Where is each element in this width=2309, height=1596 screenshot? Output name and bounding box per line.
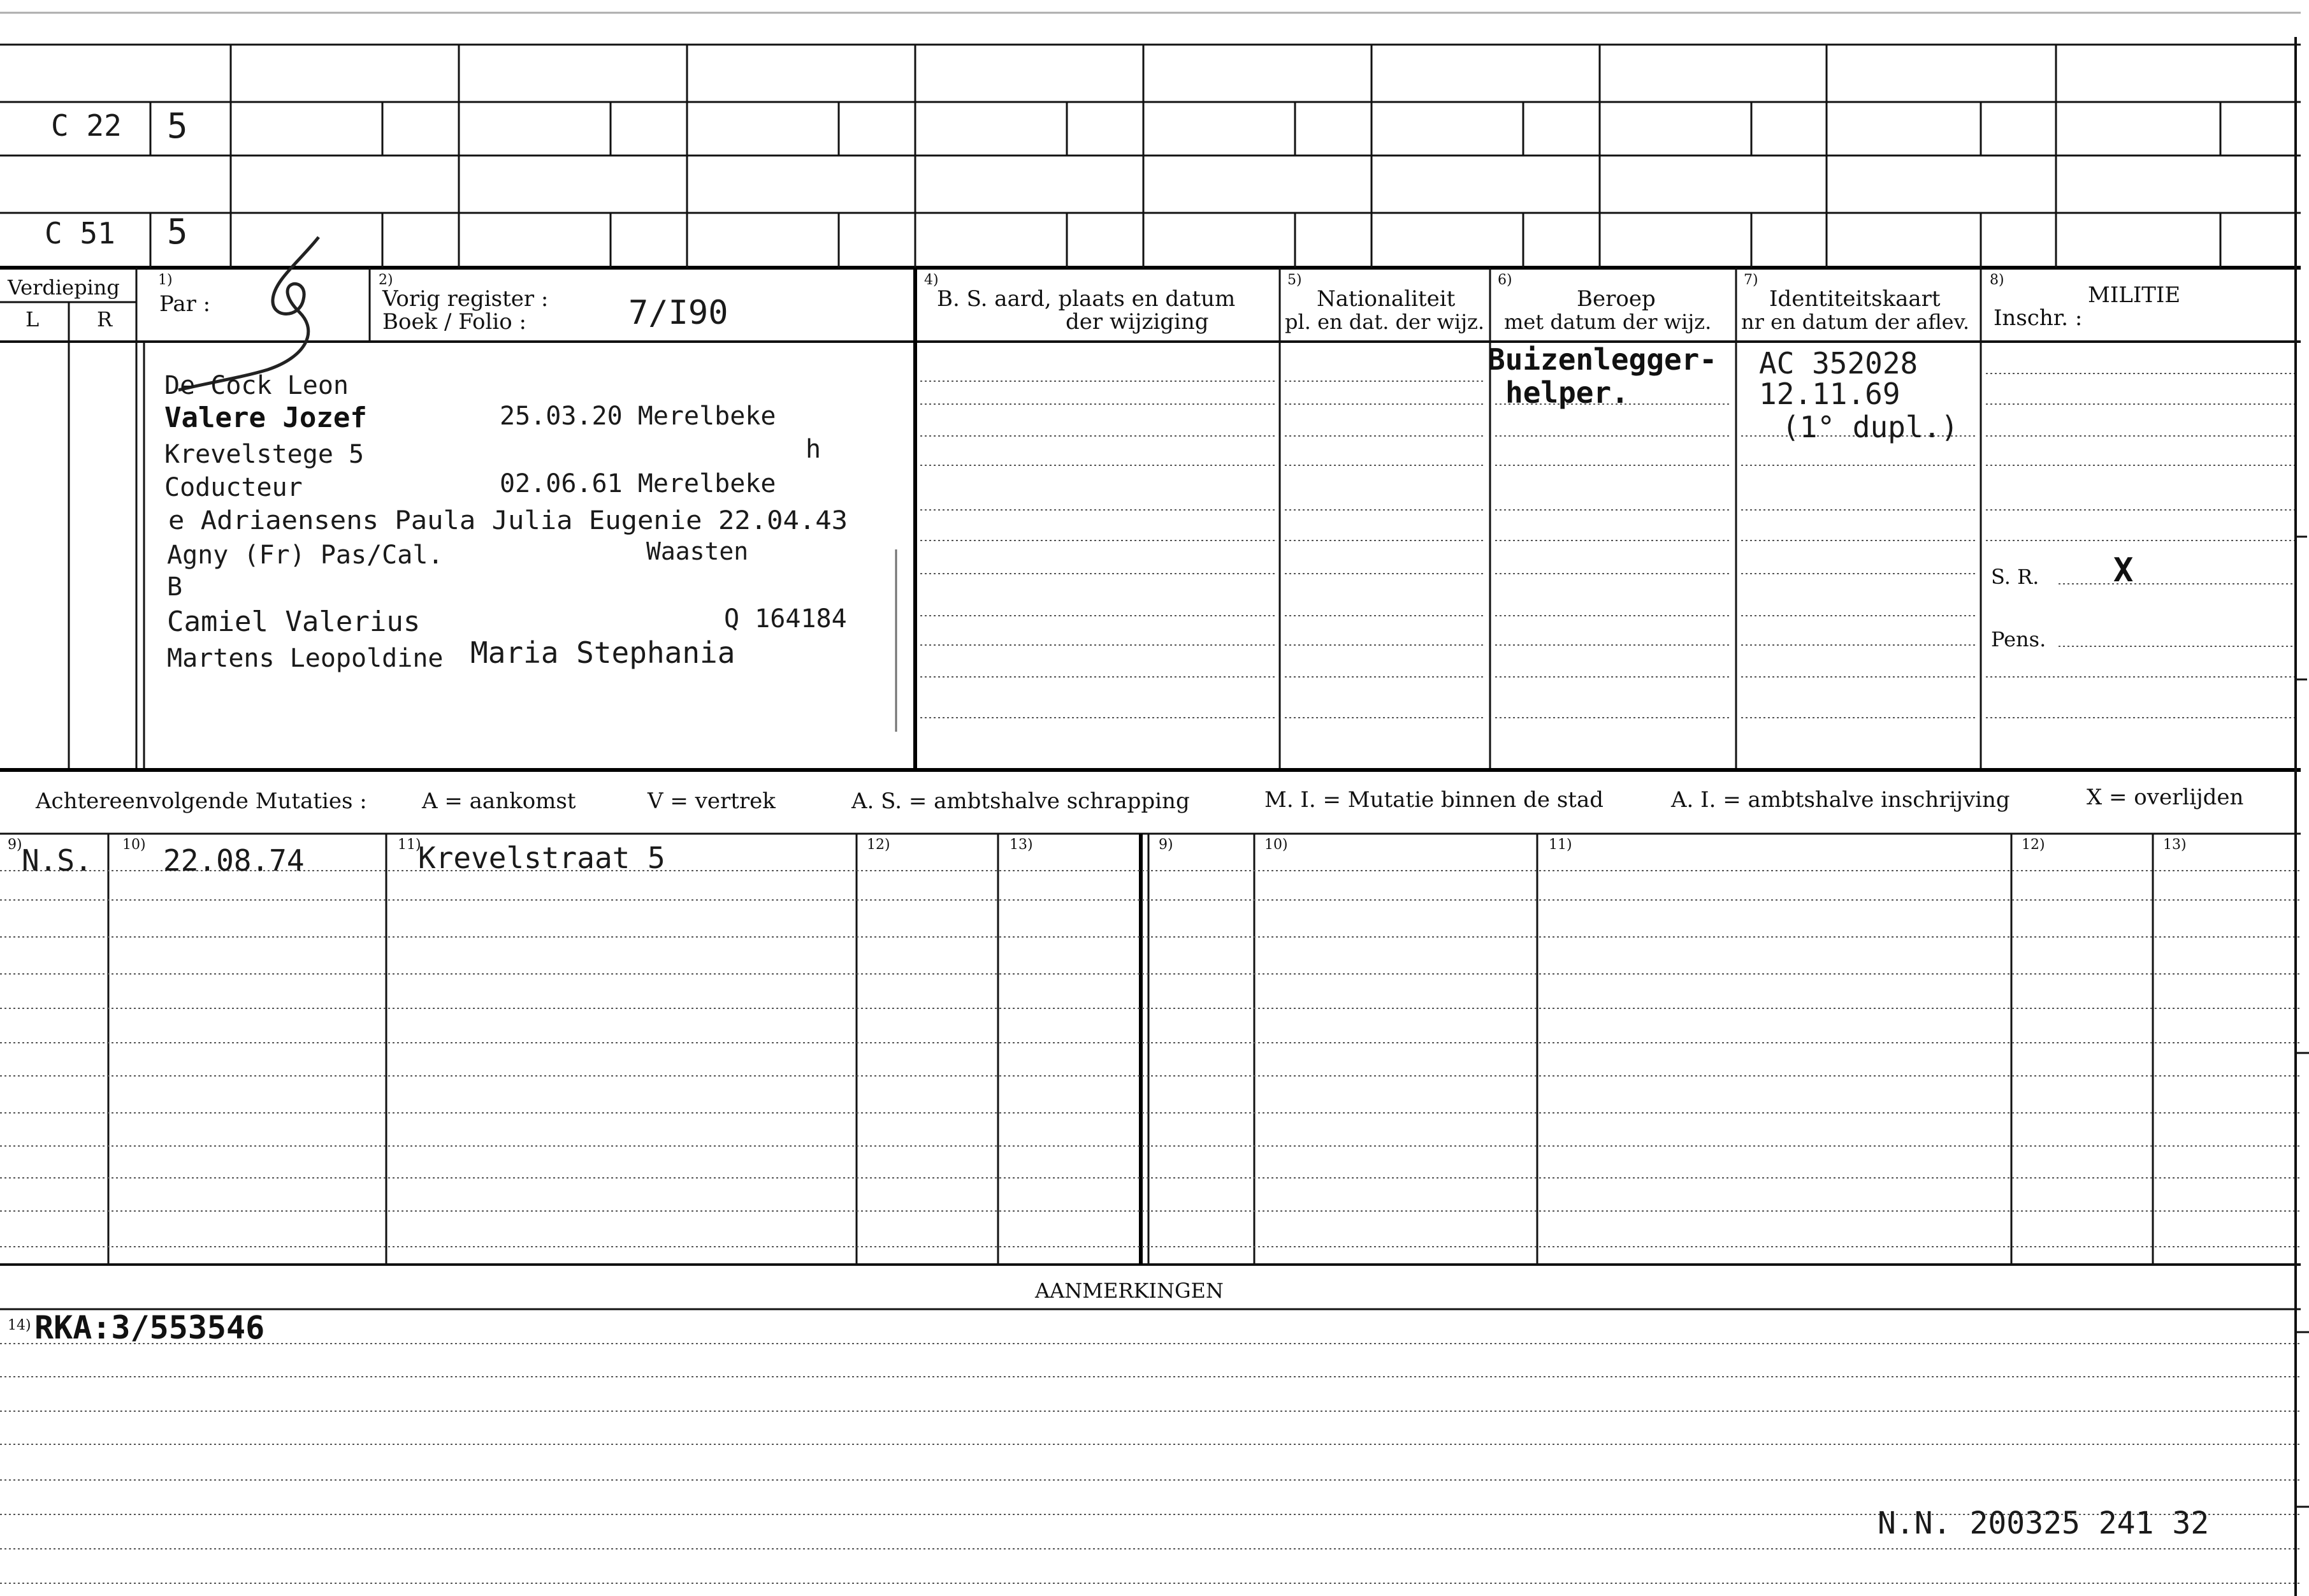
mutatie-header-9-right: 9) xyxy=(1159,837,1173,853)
registration-number: N.N. 200325 241 32 xyxy=(1878,1505,2210,1541)
verdieping-label: Verdieping xyxy=(8,275,120,300)
inschr-label: Inschr. : xyxy=(1994,305,2083,331)
mutatie-header-12-left: 12) xyxy=(867,837,890,853)
floor-l-label: L xyxy=(25,307,40,331)
nationaliteit-header-line1: Nationaliteit xyxy=(1317,286,1456,312)
aanmerkingen-title: AANMERKINGEN xyxy=(1035,1279,1224,1303)
mutatie-type: N.S. xyxy=(22,843,92,878)
person-mother-rest: Maria Stephania xyxy=(470,635,735,670)
beroep-header-line1: Beroep xyxy=(1577,286,1656,312)
aanmerkingen-reference: RKA:3/553546 xyxy=(34,1309,265,1346)
person-occupation: Coducteur xyxy=(164,473,303,502)
person-b-mark: B xyxy=(167,572,183,602)
mutatie-header-11-left: 11) xyxy=(398,837,421,853)
person-marriage-date: 02.06.61 Merelbeke xyxy=(500,469,776,498)
header-5-number: 5) xyxy=(1287,272,1302,288)
person-given-names: Valere Jozef xyxy=(164,402,367,434)
bs-header-line1: B. S. aard, plaats en datum xyxy=(937,286,1236,312)
boek-folio-value: 7/I90 xyxy=(628,294,728,332)
person-spouse-birthplace: Agny (Fr) Pas/Cal. xyxy=(167,540,444,570)
identity-card-number: AC 352028 xyxy=(1759,346,1918,381)
floor-r-label: R xyxy=(97,307,113,331)
header-2-number: 2) xyxy=(379,272,393,288)
header-8-number: 8) xyxy=(1990,272,2004,288)
mutatie-date: 22.08.74 xyxy=(163,843,305,878)
mutatie-header-13-right: 13) xyxy=(2163,837,2187,853)
militie-header: MILITIE xyxy=(2088,282,2181,308)
top-row2-code: C 51 xyxy=(45,216,115,250)
header-1-number: 1) xyxy=(158,272,173,288)
mutatie-code-as: A. S. = ambtshalve schrapping xyxy=(851,788,1190,814)
mutatie-header-13-left: 13) xyxy=(1010,837,1033,853)
mutatie-code-v: V = vertrek xyxy=(648,788,776,814)
mutatie-header-9-left: 9) xyxy=(8,837,22,853)
person-address: Krevelstege 5 xyxy=(164,440,365,469)
header-4-number: 4) xyxy=(924,272,939,288)
nationaliteit-header-line2: pl. en dat. der wijz. xyxy=(1285,310,1485,334)
mutatie-code-x: X = overlijden xyxy=(2087,785,2244,810)
header-7-number: 7) xyxy=(1744,272,1758,288)
vorig-register-label: Vorig register : xyxy=(382,286,549,312)
mutaties-legend xyxy=(35,785,2243,814)
mutatie-code-a: A = aankomst xyxy=(422,788,576,814)
par-label: Par : xyxy=(159,291,211,317)
mutaties-label: Achtereenvolgende Mutaties : xyxy=(36,788,367,814)
header-6-number: 6) xyxy=(1498,272,1512,288)
top-row2-digit: 5 xyxy=(167,212,188,252)
aanmerkingen-number: 14) xyxy=(8,1317,31,1333)
person-place-annotation: Waasten xyxy=(646,537,749,565)
person-code: Q 164184 xyxy=(724,604,847,634)
person-birth: 25.03.20 Merelbeke xyxy=(500,402,776,431)
top-row1-code: C 22 xyxy=(51,108,122,143)
top-row1-digit: 5 xyxy=(167,106,188,146)
mutatie-code-mi: M. I. = Mutatie binnen de stad xyxy=(1264,787,1603,813)
identity-card-date: 12.11.69 xyxy=(1759,377,1900,411)
mutatie-header-11-right: 11) xyxy=(1549,837,1572,853)
beroep-line1: Buizenlegger- xyxy=(1487,342,1718,377)
beroep-header-line2: met datum der wijz. xyxy=(1504,310,1712,334)
pens-label: Pens. xyxy=(1991,627,2046,651)
sr-value: X xyxy=(2113,551,2134,590)
sr-label: S. R. xyxy=(1991,565,2039,589)
bs-header-line2: der wijziging xyxy=(1066,309,1209,335)
identiteitskaart-header-line1: Identiteitskaart xyxy=(1769,286,1941,312)
identiteitskaart-header-line2: nr en datum der aflev. xyxy=(1741,310,1970,334)
mutatie-header-12-right: 12) xyxy=(2022,837,2045,853)
mutatie-header-10-left: 10) xyxy=(122,837,146,853)
mutatie-header-10-right: 10) xyxy=(1264,837,1288,853)
person-name: De Cock Leon xyxy=(164,371,349,400)
person-h-mark: h xyxy=(806,435,822,464)
mutatie-code-ai: A. I. = ambtshalve inschrijving xyxy=(1671,787,2010,813)
boek-folio-label: Boek / Folio : xyxy=(382,309,526,335)
beroep-line2: helper. xyxy=(1505,375,1629,410)
identity-card-duplicate: (1° dupl.) xyxy=(1782,410,1958,444)
mutatie-address: Krevelstraat 5 xyxy=(418,841,665,875)
person-mother-first: Martens Leopoldine xyxy=(167,644,444,673)
person-spouse: e Adriaensens Paula Julia Eugenie 22.04.43 xyxy=(168,506,848,535)
person-father: Camiel Valerius xyxy=(167,606,421,638)
